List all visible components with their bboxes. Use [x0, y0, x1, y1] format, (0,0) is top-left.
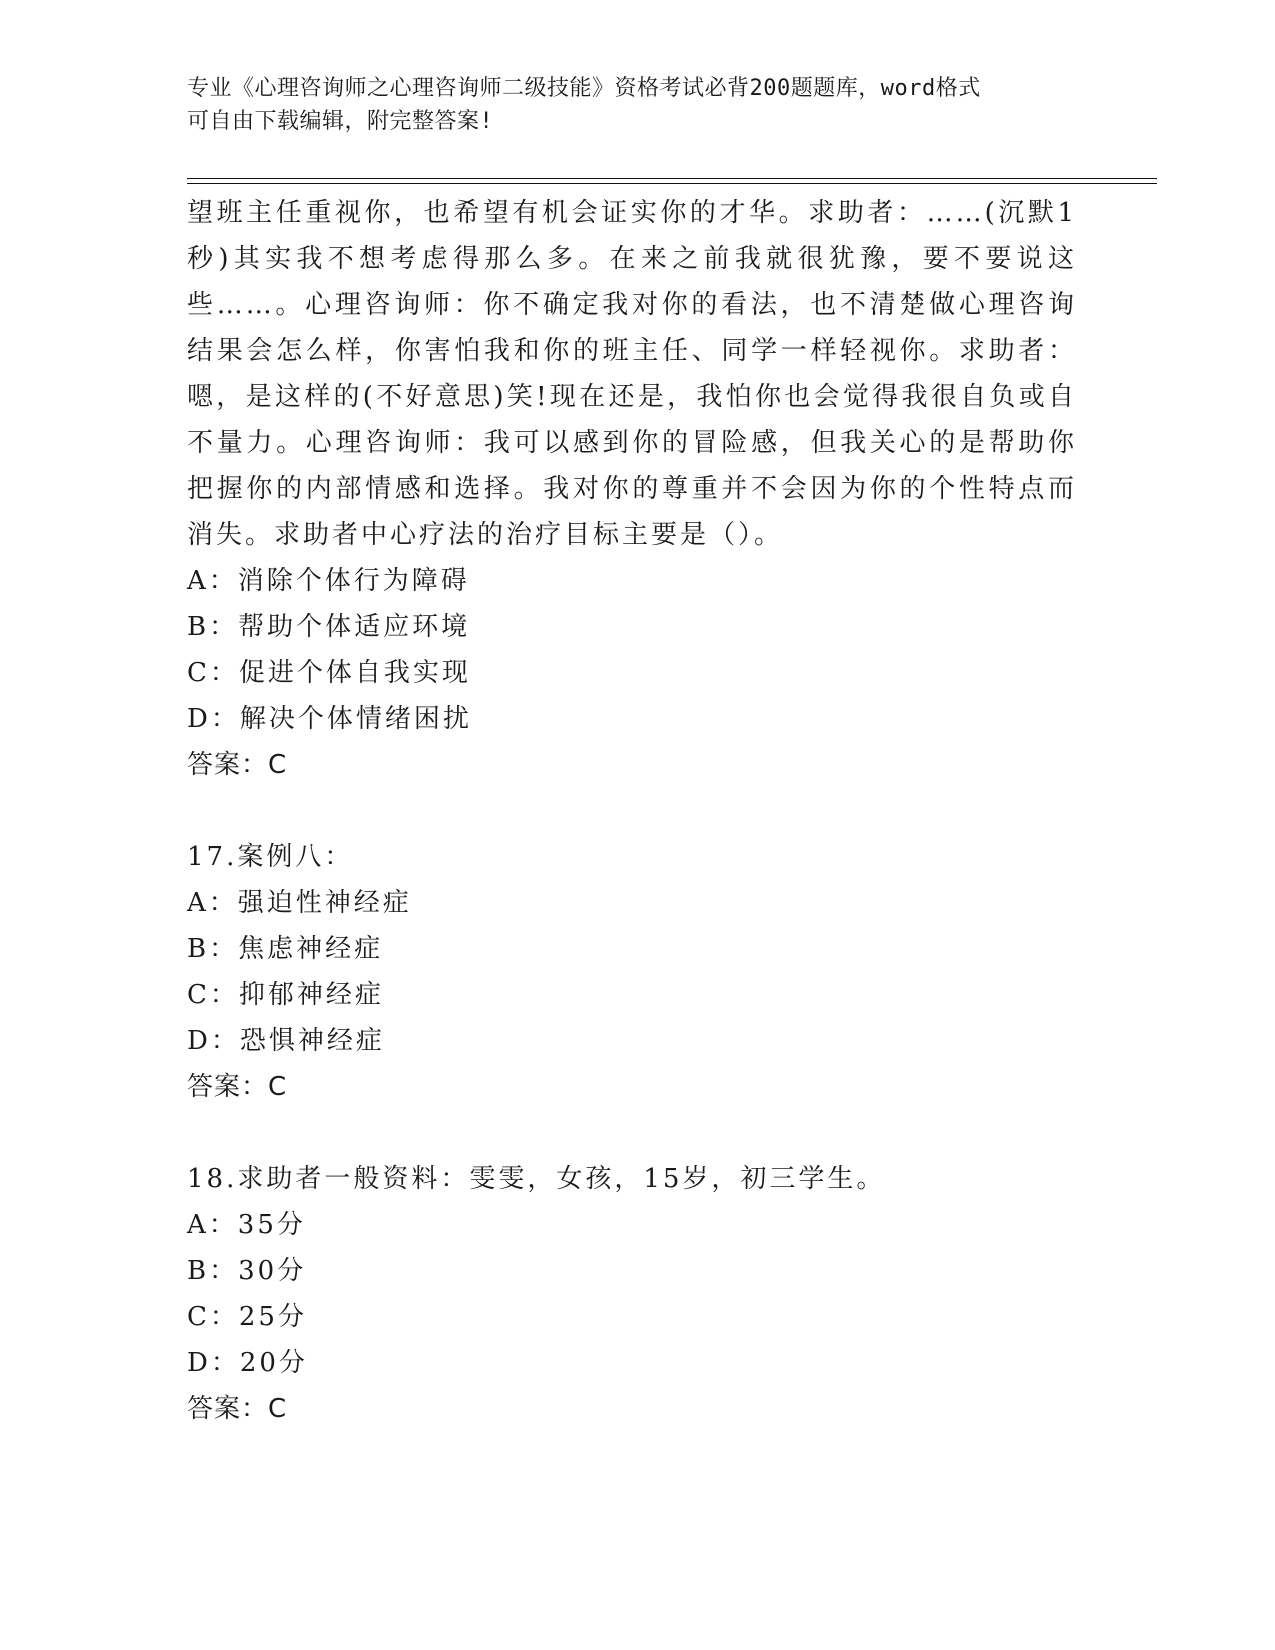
answer-label: 答案：C	[187, 750, 288, 780]
answer-label: 答案：C	[187, 1394, 288, 1424]
document-body	[187, 190, 1077, 1432]
header-rule-top	[187, 178, 1157, 179]
header-line-1: 专业《心理咨询师之心理咨询师二级技能》资格考试必背200题题库，word格式	[187, 76, 981, 101]
document-header	[187, 72, 1087, 138]
option-c: C：促进个体自我实现	[187, 658, 471, 688]
question-17	[187, 834, 1077, 1110]
option-a: A：35分	[187, 1210, 306, 1240]
spacer	[187, 788, 1077, 834]
option-d: D：解决个体情绪困扰	[187, 704, 472, 734]
option-c: C：抑郁神经症	[187, 980, 384, 1010]
question-title: 17.案例八：	[187, 842, 354, 872]
spacer	[187, 1110, 1077, 1156]
header-line-2: 可自由下载编辑，附完整答案!	[187, 109, 494, 134]
header-rule-bottom	[187, 183, 1157, 184]
option-a: A：消除个体行为障碍	[187, 566, 470, 596]
option-d: D：恐惧神经症	[187, 1026, 385, 1056]
question-16	[187, 190, 1077, 788]
option-b: B：焦虑神经症	[187, 934, 384, 964]
option-d: D：20分	[187, 1348, 308, 1378]
option-b: B：30分	[187, 1256, 307, 1286]
question-18	[187, 1156, 1077, 1432]
option-c: C：25分	[187, 1302, 307, 1332]
question-title: 18.求助者一般资料：雯雯，女孩，15岁，初三学生。	[187, 1164, 886, 1194]
option-b: B：帮助个体适应环境	[187, 612, 471, 642]
option-a: A：强迫性神经症	[187, 888, 412, 918]
question-passage: 望班主任重视你，也希望有机会证实你的才华。求助者：……(沉默1秒)其实我不想考虑得那么多。在来之前我就很犹豫，要不要说这些……。心理咨询师：你不确定我对你的看法，也不清楚做心理咨询结果会怎么样，你害怕我和你的班主任、同学一样轻视你。求助者：嗯，是这样的(不好意思)笑!现在还是，我怕你也会觉得我很自负或自不量力。心理咨询师：我可以感到你的冒险感，但我关心的是帮助你把握你的内部情感和选择。我对你的尊重并不会因为你的个性特点而消失。求助者中心疗法的治疗目标主要是（）。	[187, 198, 1077, 550]
answer-label: 答案：C	[187, 1072, 288, 1102]
